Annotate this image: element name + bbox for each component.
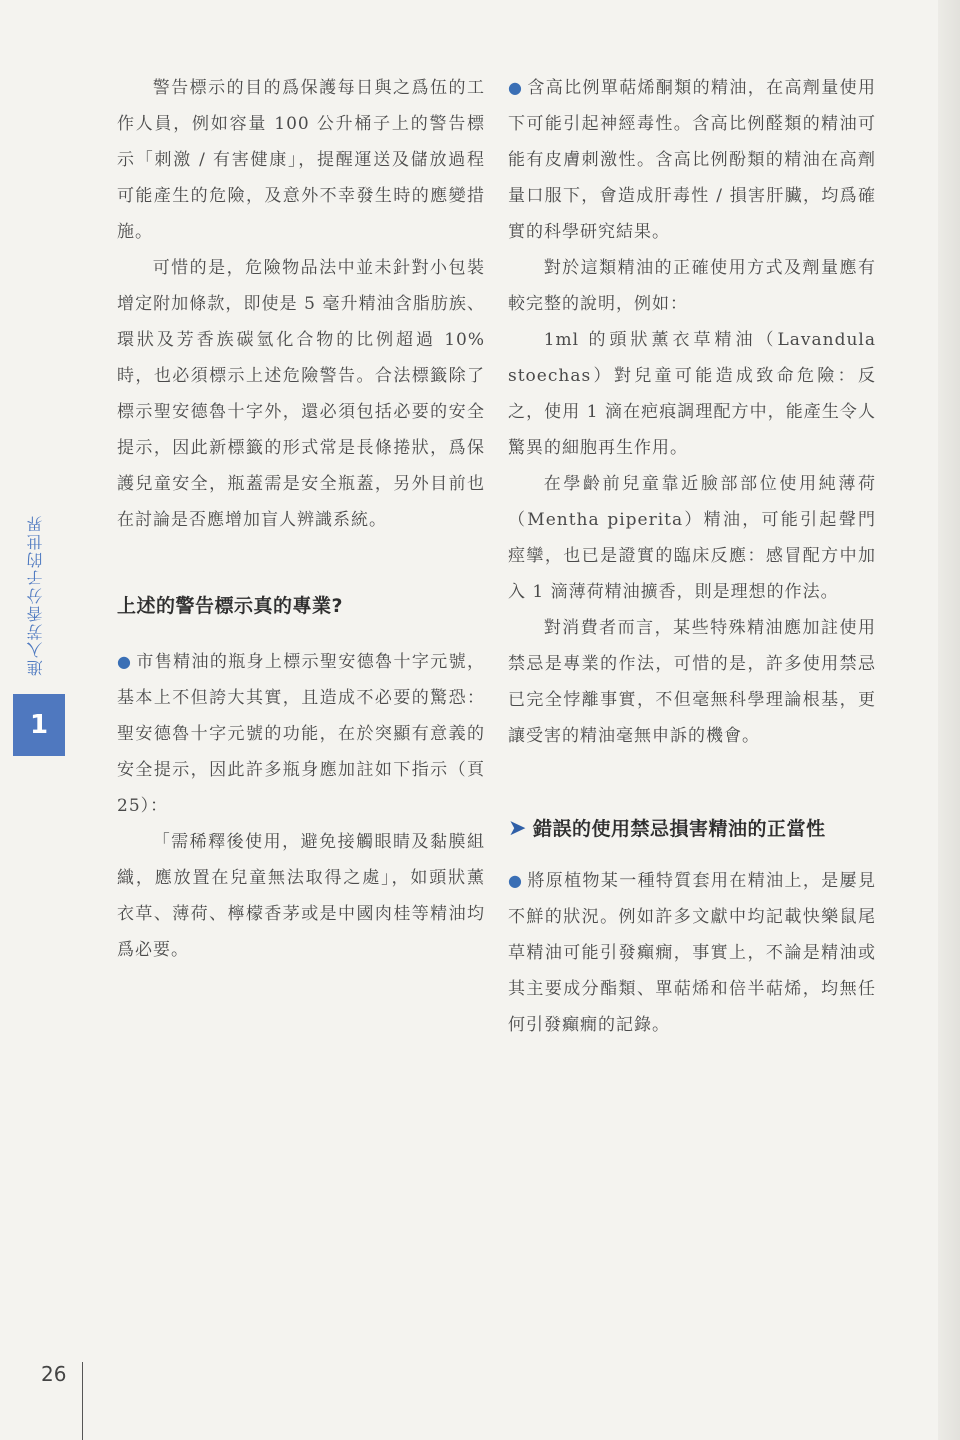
left-bullet-1-text: 市售精油的瓶身上標示聖安德魯十字元號，基本上不但誇大其實，且造成不必要的驚恐：聖安德魯十字元號的功能，在於突顯有意義的安全提示，因此許多瓶身應加註如下指示（頁 25）：: [117, 652, 486, 816]
page-number: 26: [41, 1362, 67, 1386]
page-edge-shadow: [938, 0, 960, 1440]
right-bullet-1: [508, 70, 876, 250]
right-paragraph-3: 在學齡前兒童靠近臉部部位使用純薄荷（Mentha piperita）精油，可能引起聲門痙攣，也已是證實的臨床反應：感冒配方中加入 1 滴薄荷精油擴香，則是理想的作法。: [508, 474, 876, 602]
left-paragraph-2: 可惜的是，危險物品法中並未針對小包裝增定附加條款，即使是 5 毫升精油含脂肪族、環狀及芳香族碳氫化合物的比例超過 10% 時，也必須標示上述危險警告。合法標籤除了標示聖安德魯十字外，還必須包括必要的安全提示，因此新標籤的形式常是長條捲狀，爲保護兒童安全，瓶蓋需是安全瓶蓋，另外目前也在討論是否應增加盲人辨識系統。: [117, 258, 485, 530]
right-bullet-2-text: 將原植物某一種特質套用在精油上，是屢見不鮮的狀況。例如許多文獻中均記載快樂鼠尾草精油可能引發癲癇，事實上，不論是精油或其主要成分酯類、單萜烯和倍半萜烯，均無任何引發癲癇的記錄。: [508, 871, 877, 1035]
left-quote-paragraph: 「需稀釋後使用，避免接觸眼睛及黏膜組織，應放置在兒童無法取得之處」，如頭狀薰衣草、薄荷、檸檬香茅或是中國肉桂等精油均爲必要。: [117, 832, 485, 960]
bullet-dot-icon: ●: [508, 78, 524, 97]
right-column: [508, 70, 876, 1043]
right-section-heading: [508, 814, 876, 841]
right-bullet-1-text: 含高比例單萜烯酮類的精油，在高劑量使用下可能引起神經毒性。含高比例醛類的精油可能有皮膚刺激性。含高比例酚類的精油在高劑量口服下，會造成肝毒性 / 損害肝臟，均爲確實的科學研究結果。: [508, 78, 877, 242]
arrow-right-icon: ➤: [508, 816, 527, 841]
right-bullet-2: [508, 863, 876, 1043]
side-chapter-title: 進入芳香分子的世界: [25, 514, 45, 676]
right-section-heading-text: 錯誤的使用禁忌損害精油的正當性: [532, 818, 826, 840]
bullet-dot-icon: ●: [508, 871, 524, 890]
left-column: [117, 70, 485, 968]
left-section-heading: 上述的警告標示真的專業?: [117, 595, 344, 617]
bullet-dot-icon: ●: [117, 652, 133, 671]
left-bullet-1: [117, 644, 485, 824]
right-paragraph-2: 1ml 的頭狀薰衣草精油（Lavandula stoechas）對兒童可能造成致命危險：反之，使用 1 滴在疤痕調理配方中，能產生令人驚異的細胞再生作用。: [508, 330, 876, 458]
left-paragraph-1: 警告標示的目的爲保護每日與之爲伍的工作人員，例如容量 100 公升桶子上的警告標示「刺激 / 有害健康」，提醒運送及儲放過程可能產生的危險，及意外不幸發生時的應變措施。: [117, 78, 485, 242]
side-chapter-title-wrapper: [22, 500, 48, 690]
right-paragraph-4: 對消費者而言，某些特殊精油應加註使用禁忌是專業的作法，可惜的是，許多使用禁忌已完全悖離事實，不但毫無科學理論根基，更讓受害的精油毫無申訴的機會。: [508, 618, 876, 746]
right-paragraph-1: 對於這類精油的正確使用方式及劑量應有較完整的說明，例如：: [508, 258, 876, 314]
footer-divider: [82, 1362, 83, 1440]
chapter-badge: 1: [13, 694, 65, 756]
